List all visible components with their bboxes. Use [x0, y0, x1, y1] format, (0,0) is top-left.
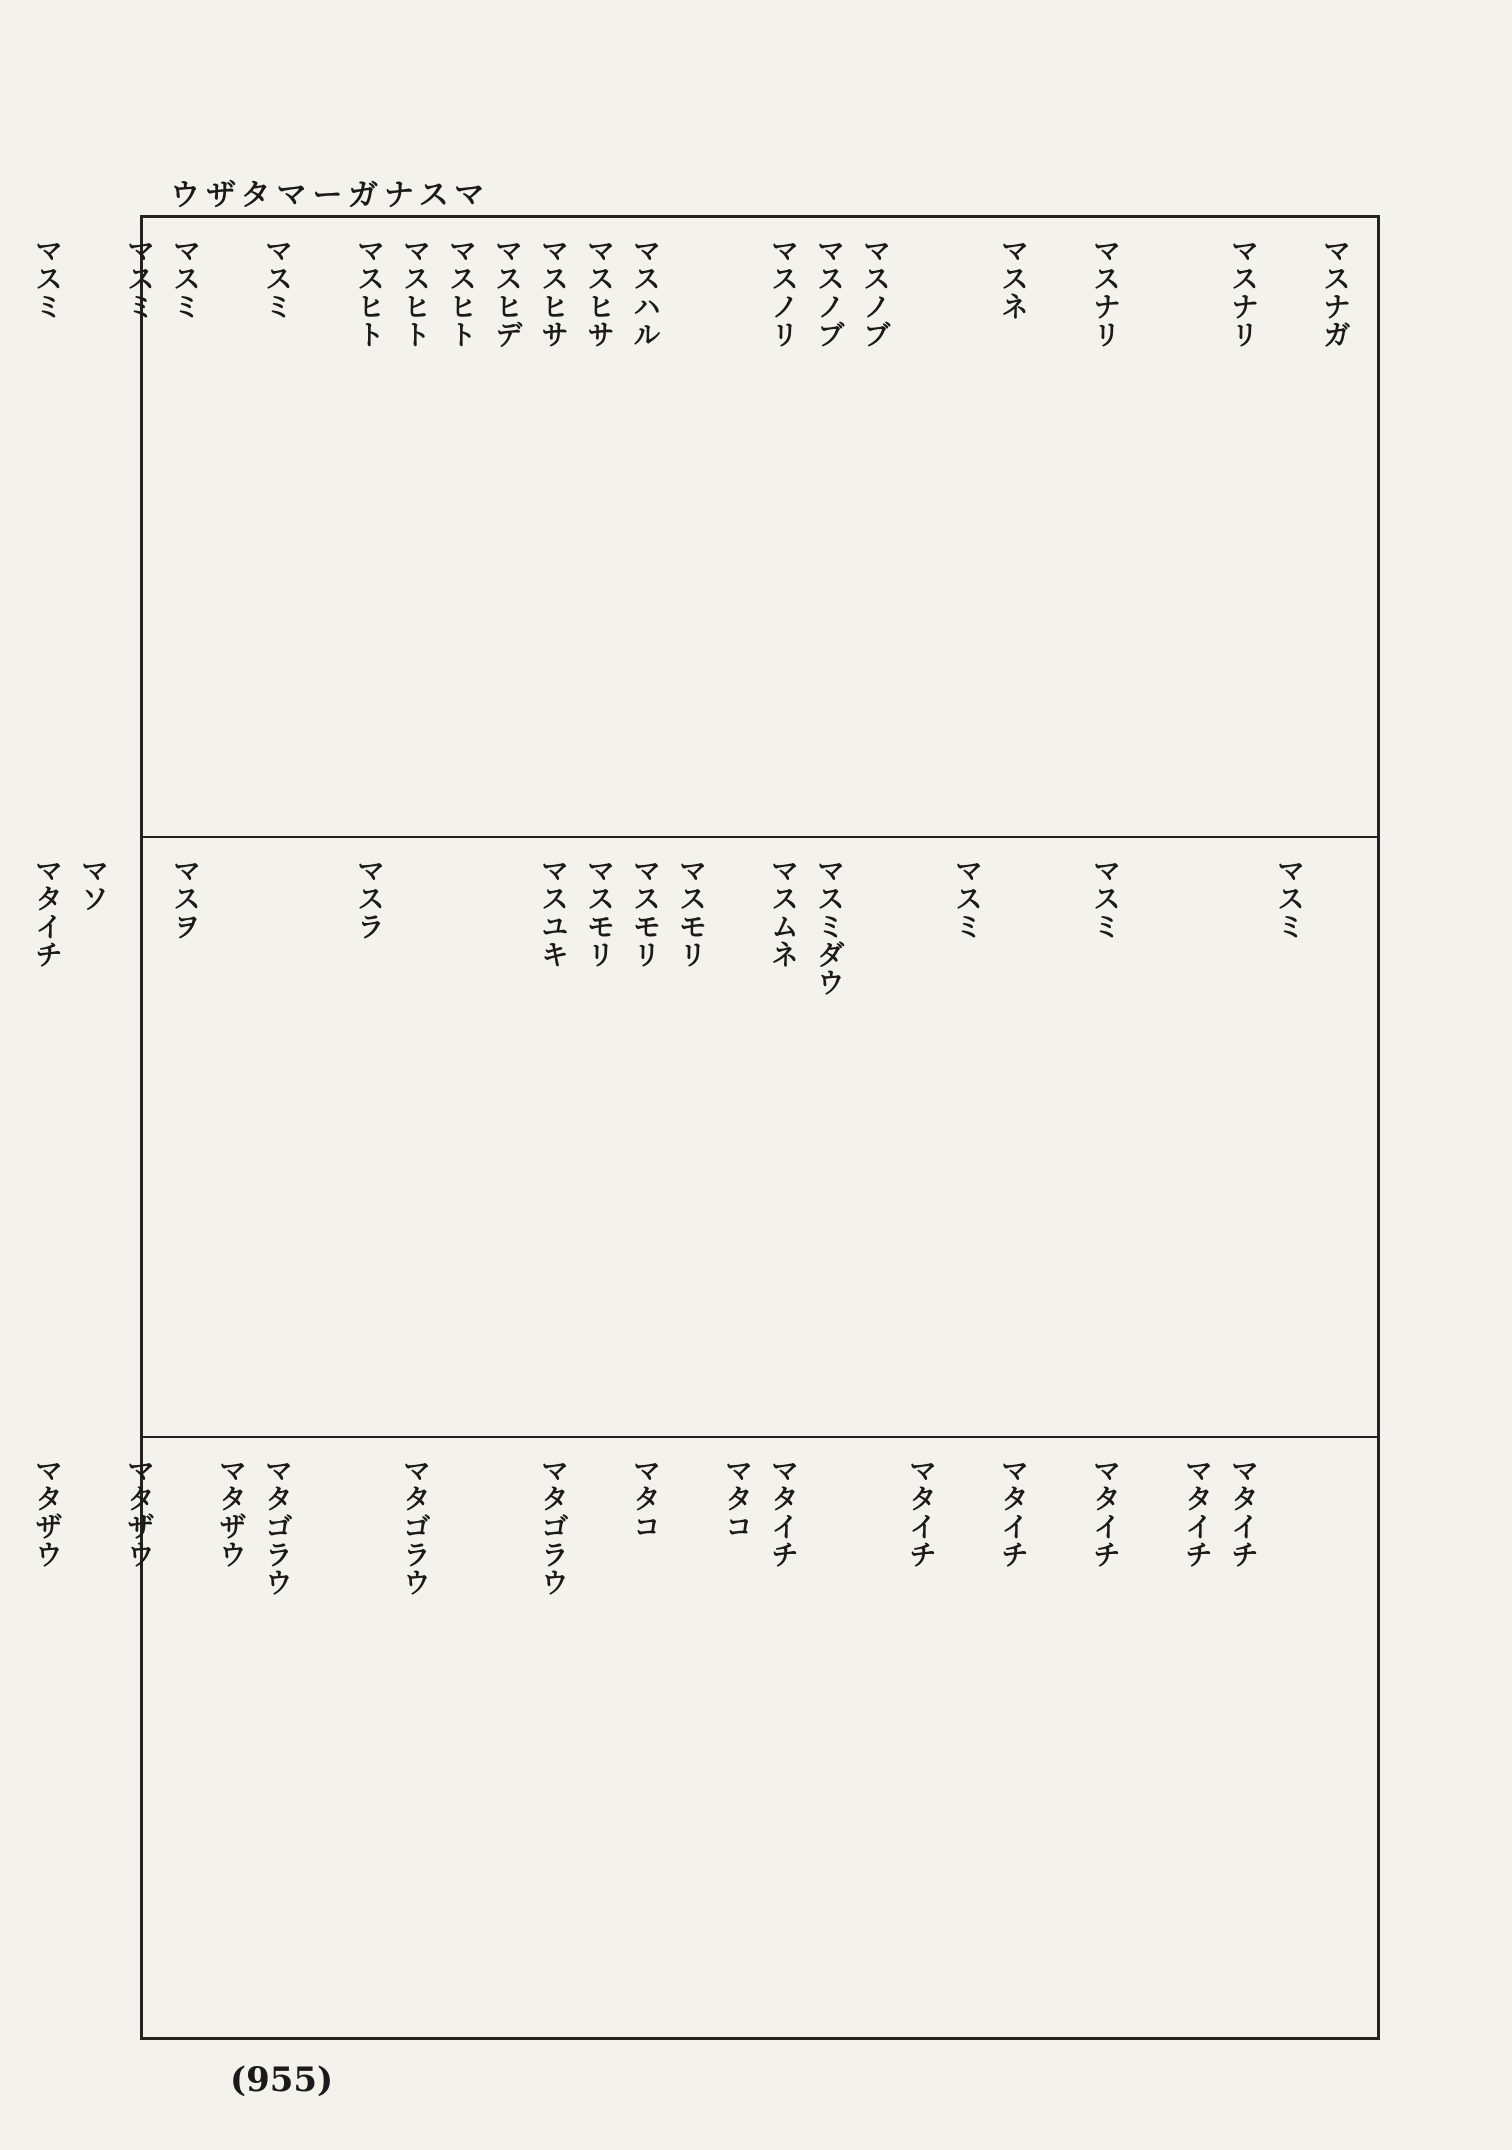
running-head: ウザタマーガナスマ	[170, 178, 491, 213]
entry-column	[671, 236, 711, 818]
entry-column	[1223, 236, 1263, 818]
entry-headword: マスノリ	[767, 236, 800, 348]
entry-headword: マタゴラウ	[261, 1456, 294, 1596]
entry-headword: マスモリ	[675, 856, 708, 968]
entry-column	[855, 1456, 895, 2022]
entry-column	[1269, 236, 1309, 818]
entry-column	[901, 236, 941, 818]
entry-column	[27, 236, 67, 818]
entry-column	[73, 1456, 113, 2022]
entry-headword: マスミ	[169, 236, 202, 320]
entry-column	[487, 236, 527, 818]
entry-band-top	[31, 218, 1377, 838]
entry-column	[119, 236, 159, 818]
entry-headword: マスナガ	[1319, 236, 1352, 348]
entry-column	[717, 856, 757, 1418]
entry-column	[1131, 236, 1171, 818]
entry-headword: マタゴラウ	[537, 1456, 570, 1596]
entry-column	[1223, 856, 1263, 1418]
entry-column	[1315, 856, 1355, 1418]
page-number: (955)	[230, 2060, 334, 2100]
entry-column	[119, 856, 159, 1418]
entry-column	[1177, 1456, 1217, 2022]
entry-column	[303, 236, 343, 818]
entry-headword: マスヒト	[399, 236, 432, 348]
entry-column	[349, 236, 389, 818]
entry-column	[1177, 236, 1217, 818]
entry-column	[1039, 1456, 1079, 2022]
entry-column	[1131, 856, 1171, 1418]
entry-column	[579, 1456, 619, 2022]
entry-column	[395, 1456, 435, 2022]
entry-column	[947, 1456, 987, 2022]
entry-column	[395, 236, 435, 818]
entry-column	[27, 1456, 67, 2022]
entry-column	[533, 1456, 573, 2022]
entry-column	[625, 236, 665, 818]
entry-column	[717, 1456, 757, 2022]
entry-column	[165, 1456, 205, 2022]
entry-headword: マスナリ	[1089, 236, 1122, 348]
entry-column	[441, 856, 481, 1418]
entry-column	[1039, 236, 1079, 818]
entry-column	[303, 1456, 343, 2022]
entry-headword: マスミ	[1273, 856, 1306, 940]
entry-headword: マタザウ	[215, 1456, 248, 1568]
entry-headword: マスミ	[31, 236, 64, 320]
entry-column	[27, 856, 67, 1418]
entry-headword: マタザウ	[31, 1456, 64, 1568]
entry-column	[671, 856, 711, 1418]
entry-headword: マスモリ	[629, 856, 662, 968]
entry-column	[1315, 1456, 1355, 2022]
entry-column	[809, 236, 849, 818]
entry-column	[211, 856, 251, 1418]
entry-column	[211, 236, 251, 818]
entry-column	[809, 1456, 849, 2022]
entry-column	[73, 236, 113, 818]
entry-column	[533, 236, 573, 818]
entry-column	[855, 236, 895, 818]
entry-headword: マスミダウ	[813, 856, 846, 996]
entry-headword: マスラ	[353, 856, 386, 940]
entry-column	[763, 856, 803, 1418]
entry-column	[579, 856, 619, 1418]
entry-column	[1085, 236, 1125, 818]
entry-headword: マスヒト	[353, 236, 386, 348]
entry-column	[349, 1456, 389, 2022]
entry-headword: マスムネ	[767, 856, 800, 968]
entry-column	[1085, 1456, 1125, 2022]
entry-column	[1177, 856, 1217, 1418]
entry-column	[257, 236, 297, 818]
entry-headword: マスヒト	[445, 236, 478, 348]
entry-column	[1085, 856, 1125, 1418]
entry-headword: マタイチ	[997, 1456, 1030, 1568]
entry-headword: マタイチ	[905, 1456, 938, 1568]
entry-column	[717, 236, 757, 818]
entry-column	[901, 856, 941, 1418]
entry-column	[257, 1456, 297, 2022]
entry-column	[165, 856, 205, 1418]
entry-headword: マスネ	[997, 236, 1030, 320]
entry-headword: マタイチ	[31, 856, 64, 968]
entry-headword: マタイチ	[767, 1456, 800, 1568]
entry-headword: マスヲ	[169, 856, 202, 940]
entry-headword: マソ	[77, 856, 110, 912]
entry-headword: マスユキ	[537, 856, 570, 968]
entry-headword: マタイチ	[1227, 1456, 1260, 1568]
entry-column	[1039, 856, 1079, 1418]
entry-headword: マスヒサ	[583, 236, 616, 348]
entry-column	[855, 856, 895, 1418]
entry-headword: マスノブ	[813, 236, 846, 348]
entry-column	[487, 856, 527, 1418]
entry-headword: マタイチ	[1181, 1456, 1214, 1568]
entry-headword: マスハル	[629, 236, 662, 348]
entry-column	[1315, 236, 1355, 818]
entry-column	[441, 236, 481, 818]
entry-column	[1269, 1456, 1309, 2022]
entry-column	[165, 236, 205, 818]
entry-headword: マタザウ	[123, 1456, 156, 1568]
entry-column	[1269, 856, 1309, 1418]
entry-column	[257, 856, 297, 1418]
entry-column	[763, 236, 803, 818]
entry-frame	[31, 215, 1380, 2040]
entry-headword: マスヒデ	[491, 236, 524, 348]
entry-column	[533, 856, 573, 1418]
entry-column	[211, 1456, 251, 2022]
entry-headword: マタイチ	[1089, 1456, 1122, 1568]
entry-band-bottom	[31, 1438, 1377, 2040]
entry-column	[671, 1456, 711, 2022]
entry-column	[809, 856, 849, 1418]
entry-headword: マスモリ	[583, 856, 616, 968]
entry-column	[993, 1456, 1033, 2022]
entry-column	[73, 856, 113, 1418]
entry-column	[1223, 1456, 1263, 2022]
entry-column	[993, 236, 1033, 818]
entry-column	[487, 1456, 527, 2022]
entry-column	[441, 1456, 481, 2022]
entry-column	[901, 1456, 941, 2022]
entry-column	[1131, 1456, 1171, 2022]
entry-column	[0, 856, 21, 1418]
entry-headword: マスミ	[951, 856, 984, 940]
entry-column	[625, 1456, 665, 2022]
entry-headword: マタゴラウ	[399, 1456, 432, 1596]
entry-headword: マスヒサ	[537, 236, 570, 348]
entry-column	[625, 856, 665, 1418]
entry-column	[119, 1456, 159, 2022]
entry-headword: マスミ	[123, 236, 156, 320]
entry-headword: マスノブ	[859, 236, 892, 348]
entry-band-middle	[31, 838, 1377, 1438]
entry-column	[763, 1456, 803, 2022]
entry-headword: マタコ	[629, 1456, 662, 1540]
entry-column	[947, 236, 987, 818]
entry-column	[395, 856, 435, 1418]
entry-column	[579, 236, 619, 818]
entry-headword: マスミ	[1089, 856, 1122, 940]
entry-column	[993, 856, 1033, 1418]
entry-headword: マスミ	[261, 236, 294, 320]
entry-column	[303, 856, 343, 1418]
entry-column	[349, 856, 389, 1418]
entry-headword: マスナリ	[1227, 236, 1260, 348]
entry-column	[947, 856, 987, 1418]
entry-headword: マタコ	[721, 1456, 754, 1540]
